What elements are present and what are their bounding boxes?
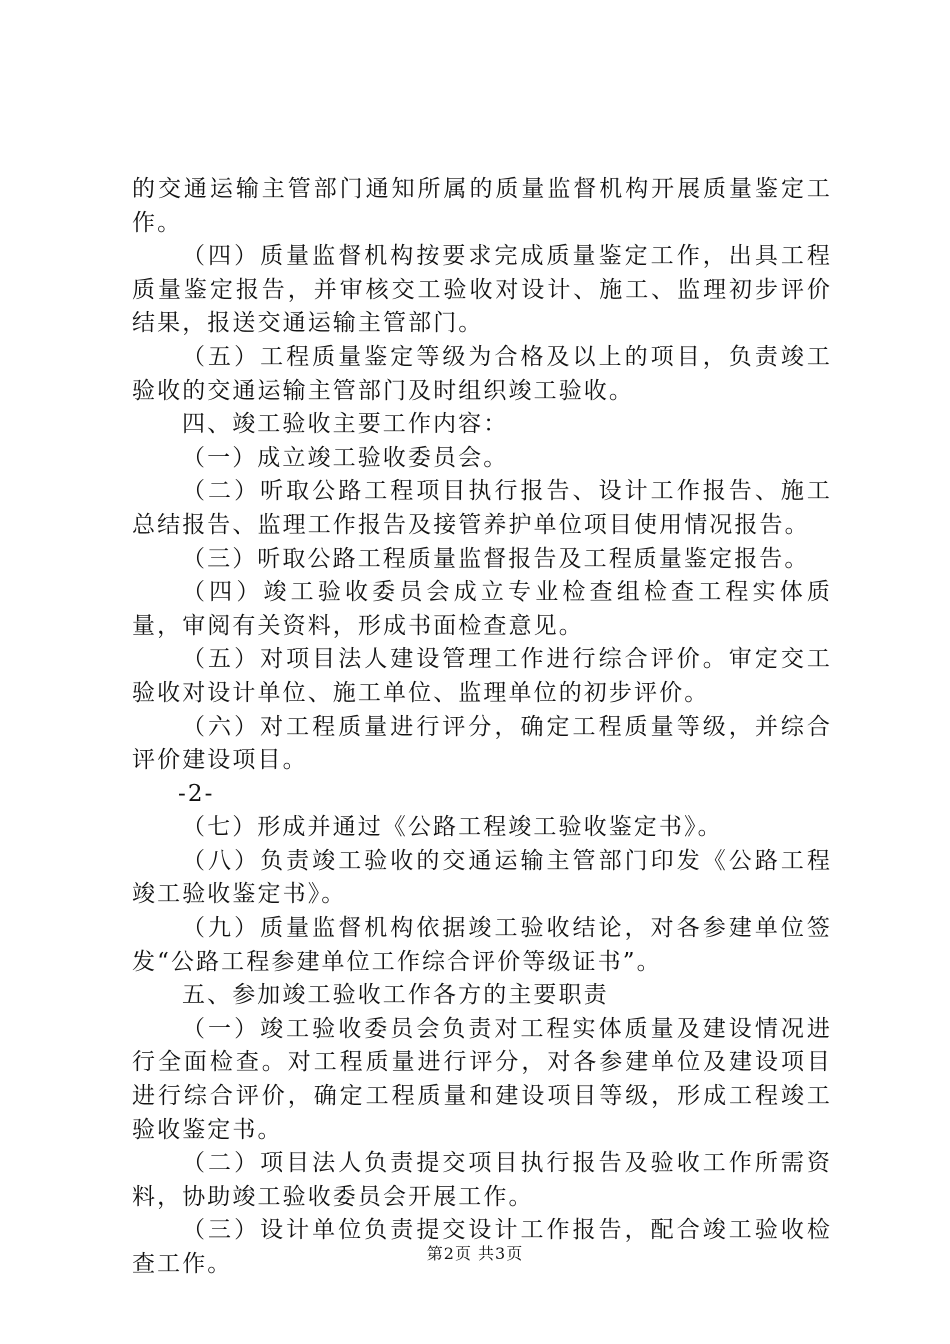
paragraph-continuation: 的交通运输主管部门通知所属的质量监督机构开展质量鉴定工作。 xyxy=(132,176,832,236)
section-heading-5: 五、参加竣工验收工作各方的主要职责 xyxy=(182,982,609,1009)
paragraph-duty-1-committee: （一）竣工验收委员会负责对工程实体质量及建设情况进行全面检查。对工程质量进行评分，对各参建单位及建设项目进行综合评价，确定工程质量和建设项目等级，形成工程竣工验收鉴定书。 xyxy=(132,1015,832,1143)
paragraph-duty-3-designer: （三）设计单位负责提交设计工作报告，配合竣工验收检查工作。 xyxy=(132,1217,832,1277)
paragraph-item-5-evaluation: （五）对项目法人建设管理工作进行综合评价。审定交工验收对设计单位、施工单位、监理单位的初步评价。 xyxy=(132,646,832,706)
document-body xyxy=(132,173,832,1282)
paragraph-item-5-organize-acceptance: （五）工程质量鉴定等级为合格及以上的项目，负责竣工验收的交通运输主管部门及时组织竣工验收。 xyxy=(132,343,832,404)
paragraph-item-6-scoring: （六）对工程质量进行评分，确定工程质量等级，并综合评价建设项目。 xyxy=(132,713,832,774)
paragraph-item-4-quality-report: （四）质量监督机构按要求完成质量鉴定工作，出具工程质量鉴定报告，并审核交工验收对设计、施工、监理初步评价结果，报送交通运输主管部门。 xyxy=(132,243,832,337)
page-footer: 第2页 共3页 xyxy=(426,1244,524,1263)
paragraph-item-4-inspection: （四）竣工验收委员会成立专业检查组检查工程实体质量，审阅有关资料，形成书面检查意见。 xyxy=(132,579,832,639)
paragraph-item-9-grade-certificate: （九）质量监督机构依据竣工验收结论，对各参建单位签发“公路工程参建单位工作综合评价等级证书”。 xyxy=(132,915,832,975)
inline-page-marker: -2- xyxy=(178,780,215,807)
section-heading-4: 四、竣工验收主要工作内容： xyxy=(182,411,509,438)
paragraph-item-8-issue: （八）负责竣工验收的交通运输主管部门印发《公路工程竣工验收鉴定书》。 xyxy=(132,847,832,908)
paragraph-item-1-committee: （一）成立竣工验收委员会。 xyxy=(182,444,509,471)
paragraph-duty-2-project-owner: （二）项目法人负责提交项目执行报告及验收工作所需资料，协助竣工验收委员会开展工作。 xyxy=(132,1150,832,1210)
paragraph-item-2-reports: （二）听取公路工程项目执行报告、设计工作报告、施工总结报告、监理工作报告及接管养护单位项目使用情况报告。 xyxy=(132,478,832,538)
paragraph-item-7-certificate: （七）形成并通过《公路工程竣工验收鉴定书》。 xyxy=(182,814,723,841)
paragraph-item-3-supervision: （三）听取公路工程质量监督报告及工程质量鉴定报告。 xyxy=(182,545,810,572)
